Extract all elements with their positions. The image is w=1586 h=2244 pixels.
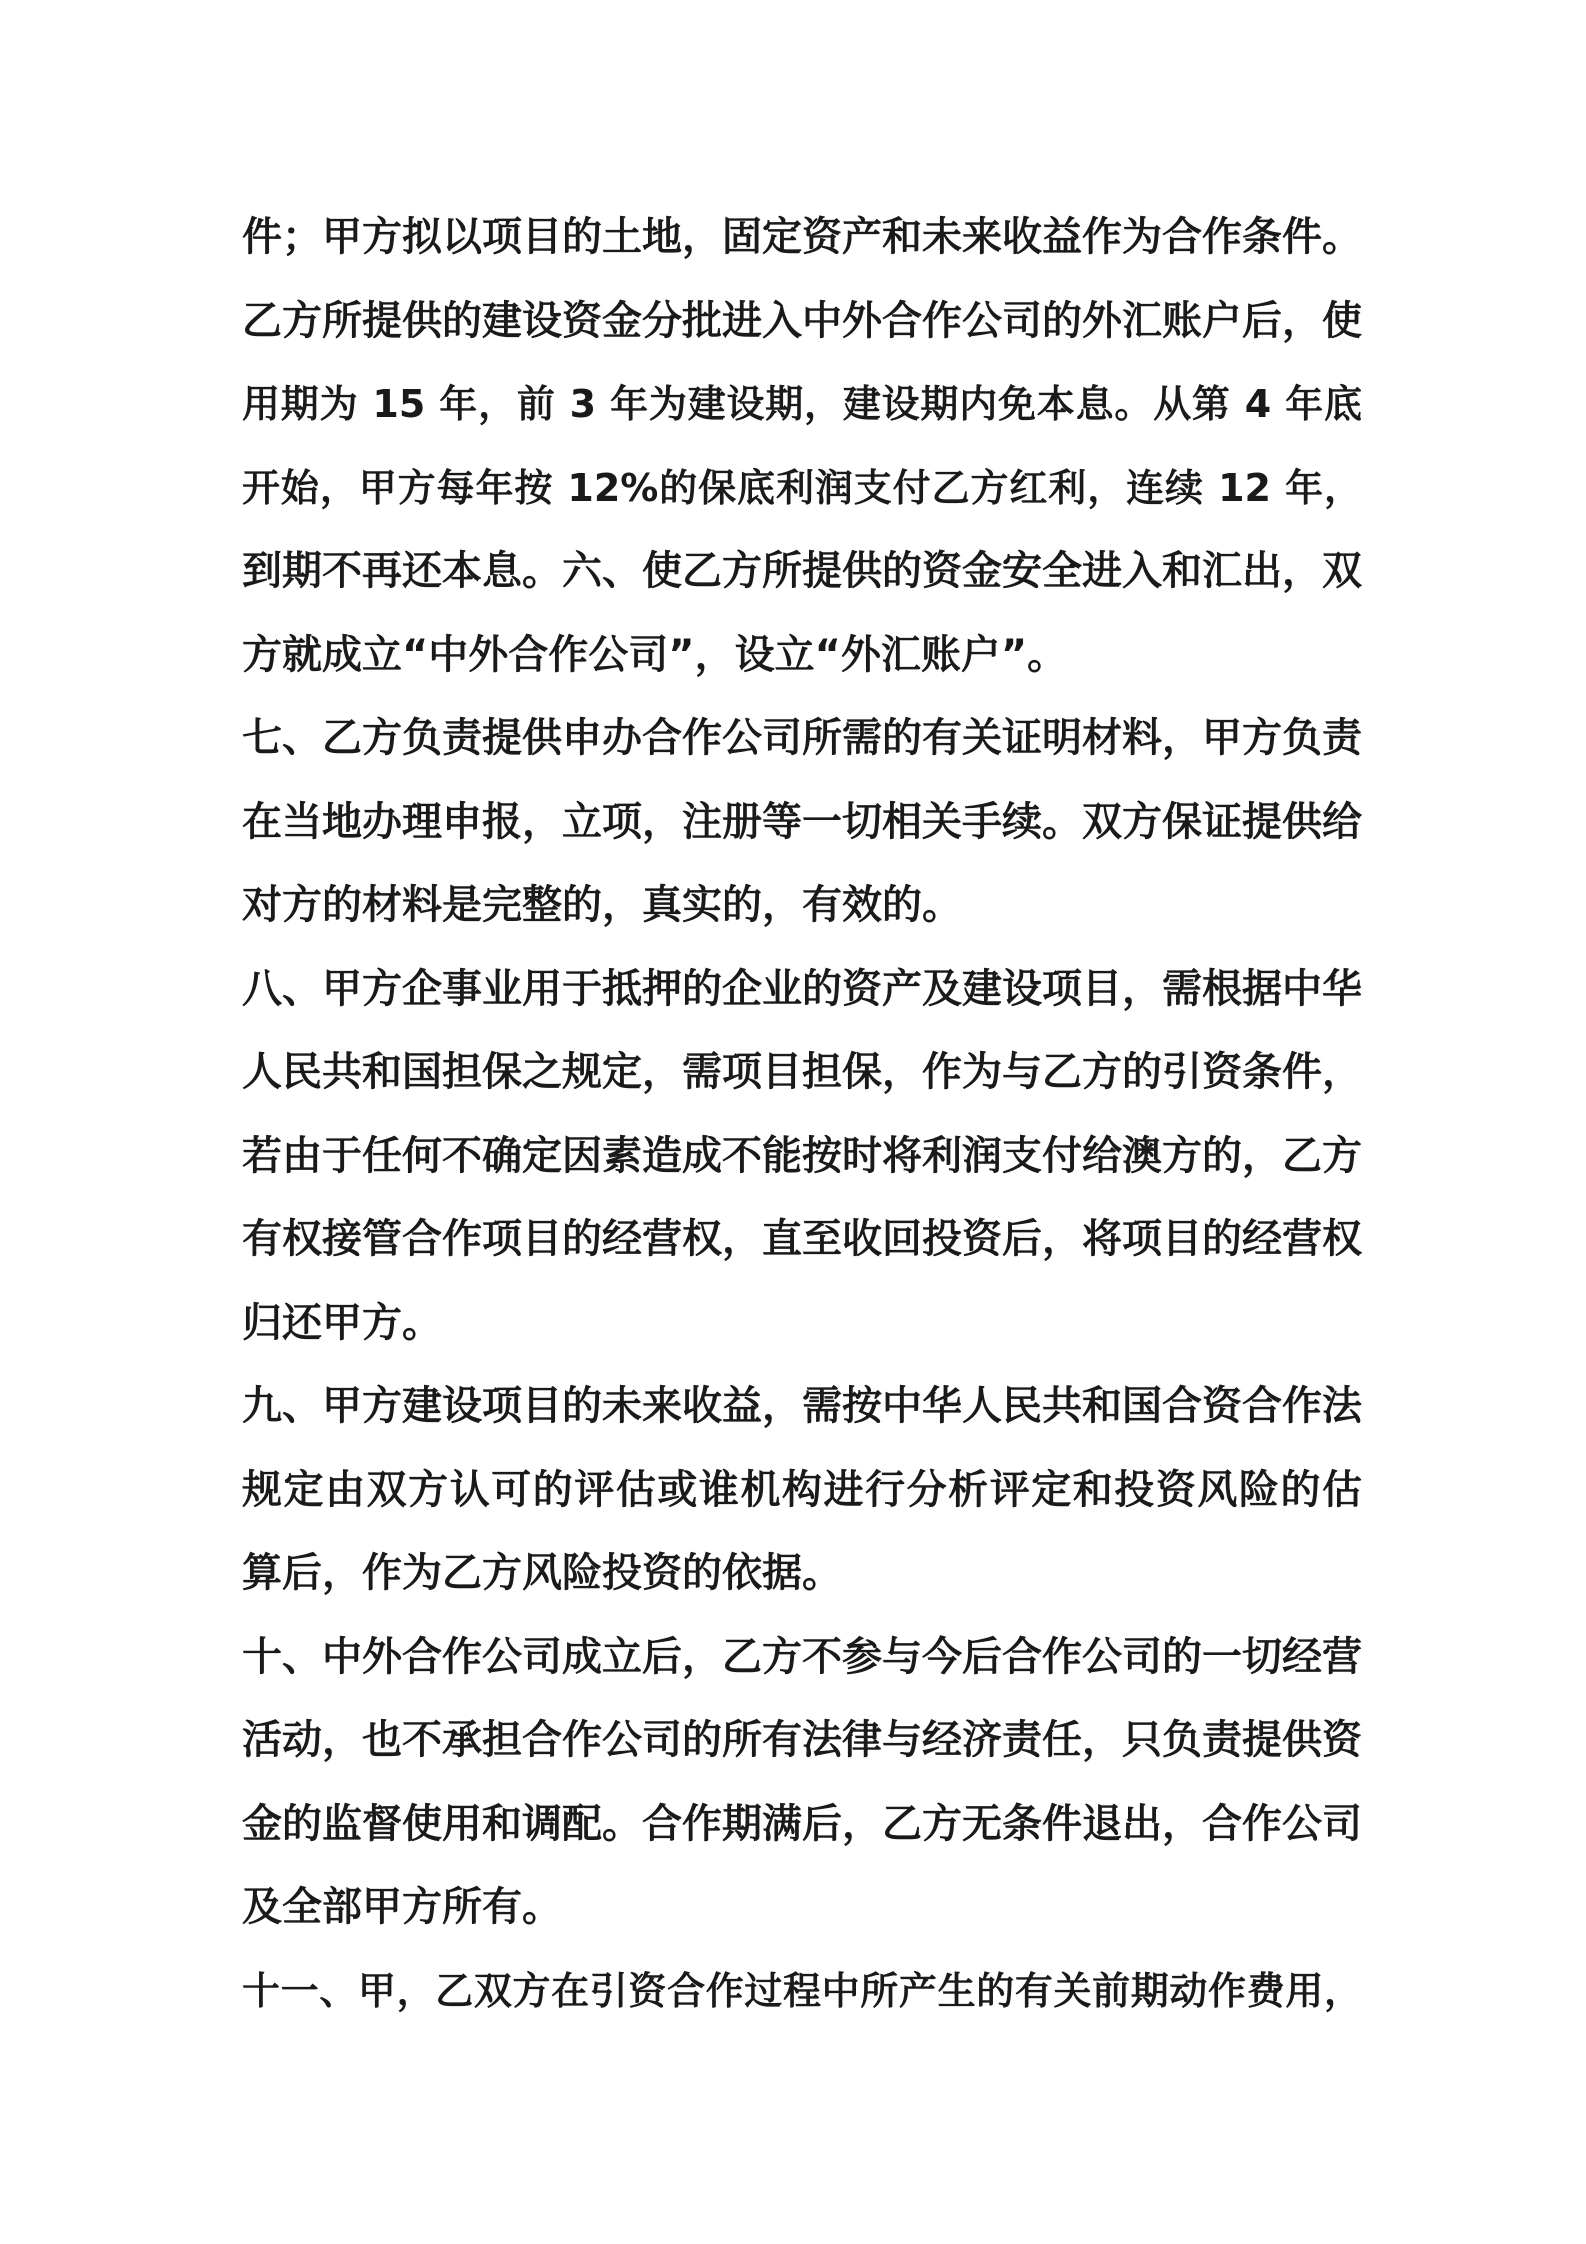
text-line: 人民共和国担保之规定，需项目担保，作为与乙方的引资条件， [242, 1049, 1362, 1095]
text-line: 在当地办理申报，立项，注册等一切相关手续。双方保证提供给 [242, 798, 1362, 845]
text-line: 到期不再还本息。六、使乙方所提供的资金安全进入和汇出，双 [242, 548, 1362, 594]
text-line: 乙方所提供的建设资金分批进入中外合作公司的外汇账户后，使 [242, 297, 1362, 344]
contract-text [242, 196, 1362, 2033]
text-line: 及全部甲方所有。 [242, 1884, 562, 1930]
text-line: 若由于任何不确定因素造成不能按时将利润支付给澳方的，乙方 [242, 1132, 1362, 1179]
text-line: 有权接管合作项目的经营权，直至收回投资后，将项目的经营权 [242, 1216, 1362, 1262]
text-line: 算后，作为乙方风险投资的依据。 [242, 1550, 842, 1596]
text-line: 件；甲方拟以项目的土地，固定资产和未来收益作为合作条件。 [242, 214, 1362, 260]
text-line: 归还甲方。 [242, 1299, 442, 1346]
text-line: 方就成立“中外合作公司”，设立“外汇账户”。 [242, 631, 1068, 678]
text-line: 开始，甲方每年按 12%的保底利润支付乙方红利，连续 12 年， [242, 465, 1362, 510]
text-line: 规定由双方认可的评估或谁机构进行分析评定和投资风险的估 [242, 1466, 1362, 1513]
text-line: 十、中外合作公司成立后，乙方不参与今后合作公司的一切经营 [242, 1633, 1362, 1680]
text-line: 十一、甲，乙双方在引资合作过程中所产生的有关前期动作费用， [242, 1968, 1362, 2013]
text-line: 活动，也不承担合作公司的所有法律与经济责任，只负责提供资 [242, 1717, 1362, 1763]
text-line: 九、甲方建设项目的未来收益，需按中华人民共和国合资合作法 [242, 1383, 1362, 1429]
text-line: 对方的材料是完整的，真实的，有效的。 [242, 882, 962, 928]
text-line: 用期为 15 年，前 3 年为建设期，建设期内免本息。从第 4 年底 [242, 382, 1362, 426]
text-line: 七、乙方负责提供申办合作公司所需的有关证明材料，甲方负责 [242, 715, 1362, 761]
text-line: 八、甲方企事业用于抵押的企业的资产及建设项目，需根据中华 [242, 965, 1362, 1012]
text-line: 金的监督使用和调配。合作期满后，乙方无条件退出，合作公司 [242, 1800, 1362, 1847]
